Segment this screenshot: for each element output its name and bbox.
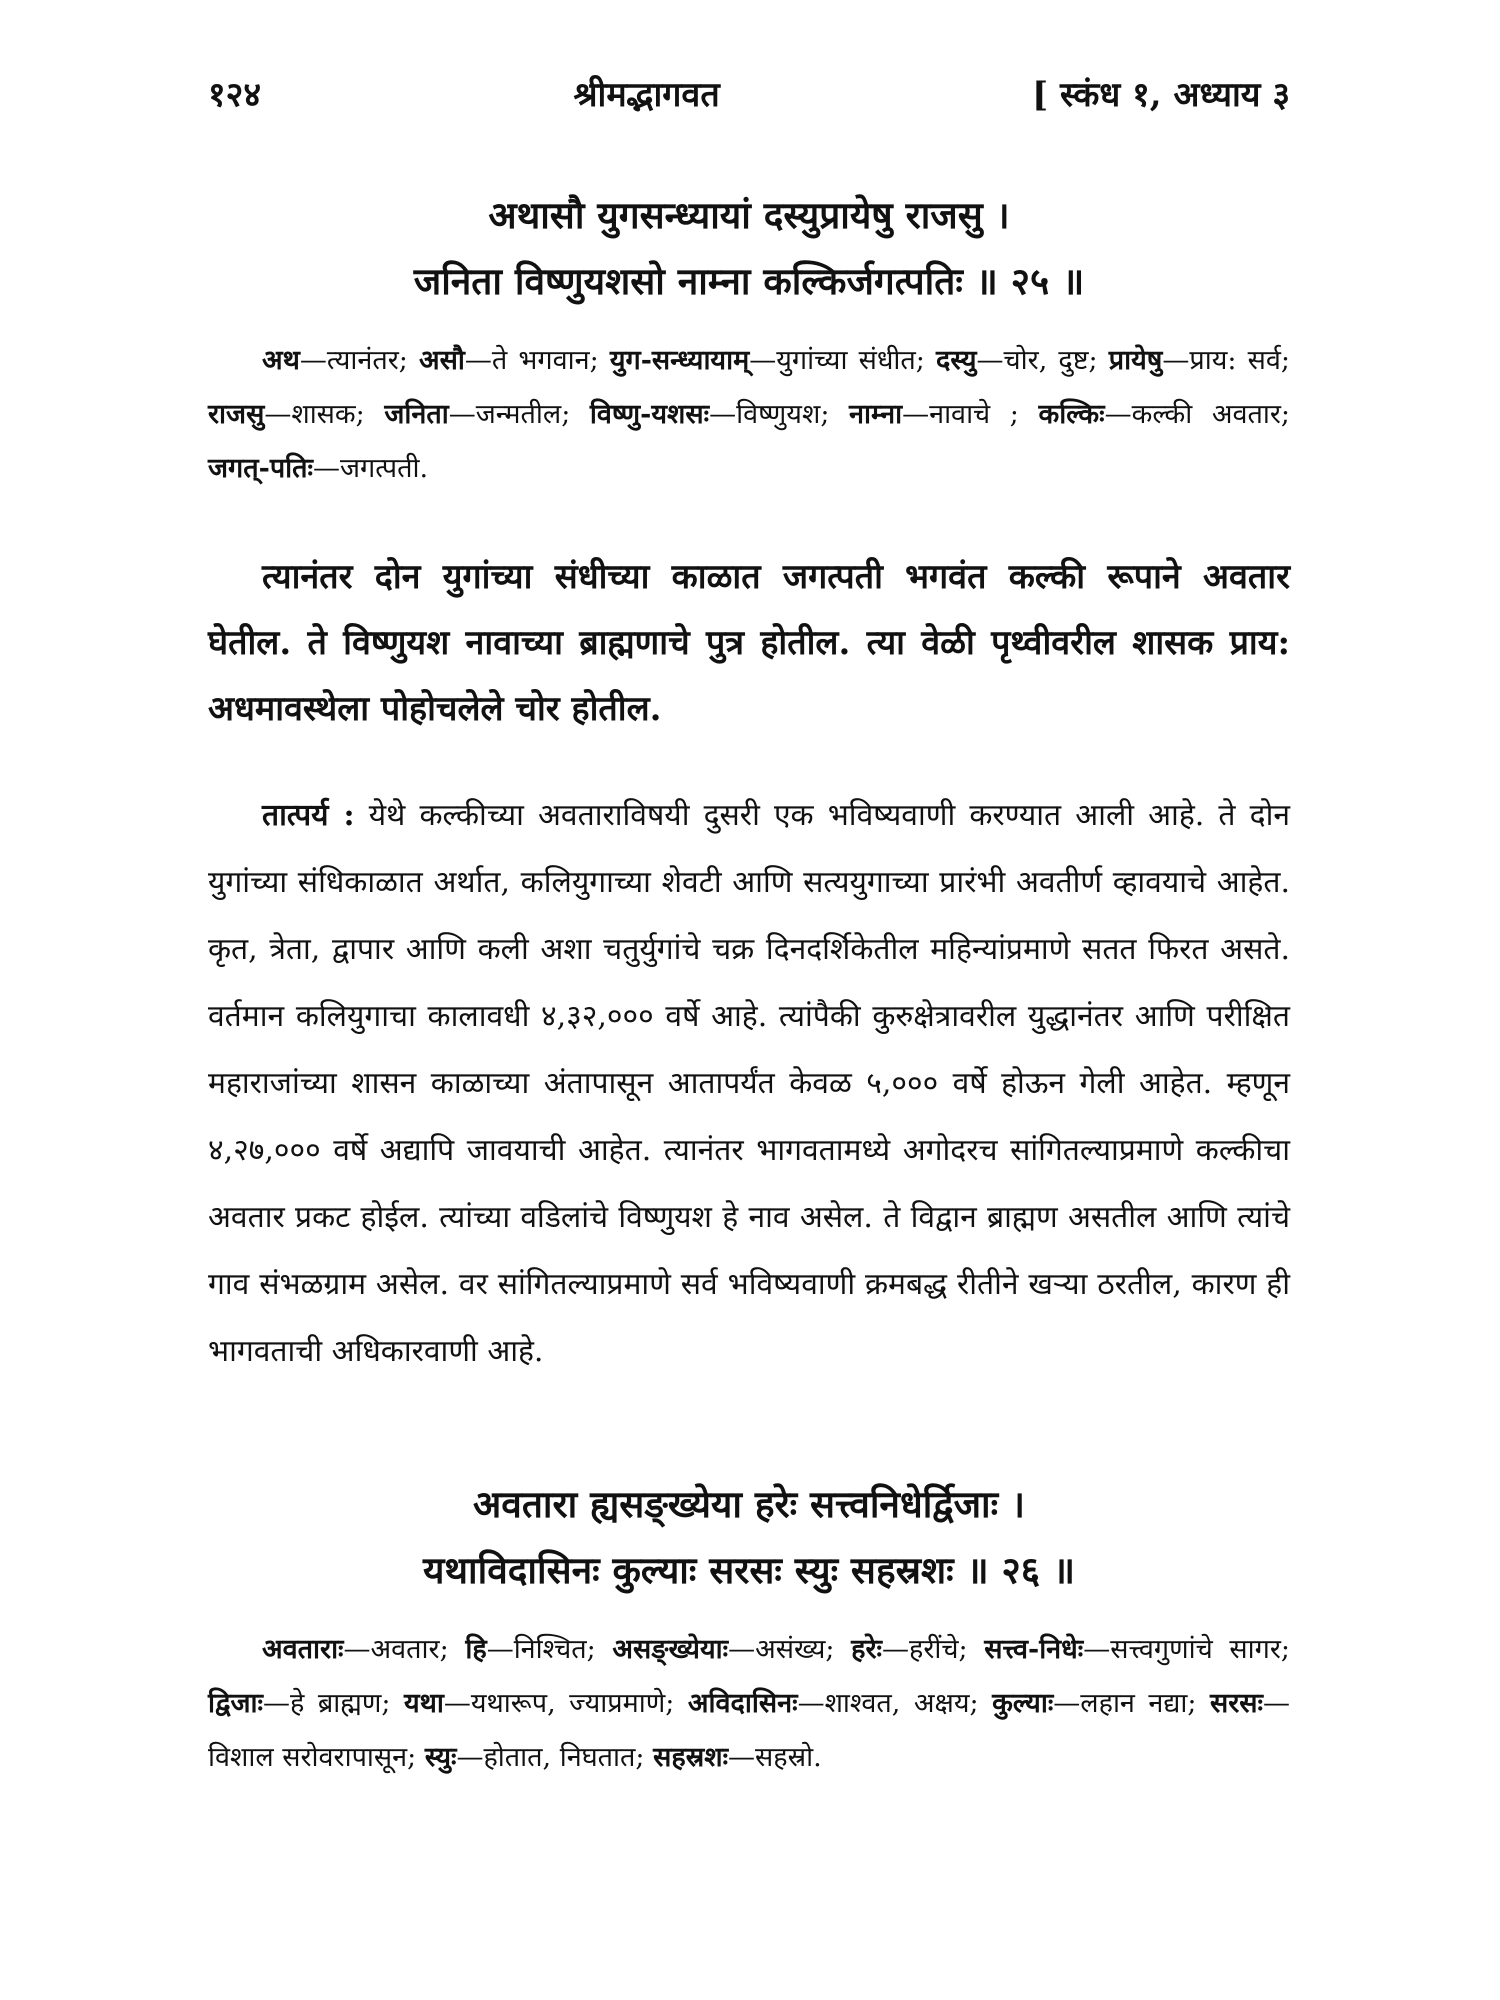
synonym-word: नाम्ना <box>849 399 903 430</box>
verse-line: यथाविदासिनः कुल्याः सरसः स्युः सहस्रशः ॥ २६ ॥ <box>422 1548 1076 1592</box>
synonym-word: अविदासिनः <box>687 1688 798 1719</box>
synonym-meaning: —युगांच्या संधीत; <box>749 345 937 376</box>
book-title: श्रीमद्भागवत <box>573 75 720 115</box>
synonym-meaning: —प्राय: सर्व; <box>1162 345 1290 376</box>
synonym-meaning: —होतात, निघतात; <box>456 1742 654 1773</box>
synonym-word: स्युः <box>424 1742 457 1773</box>
synonym-word: सरसः <box>1209 1688 1263 1719</box>
synonym-meaning: —ते भगवान; <box>464 345 610 376</box>
synonym-word: विष्णु-यशसः <box>589 399 710 430</box>
synonym-word: राजसु <box>208 399 265 430</box>
synonym-word: द्विजाः <box>208 1688 263 1719</box>
purport <box>208 782 1290 1385</box>
purport-text: येथे कल्कीच्या अवताराविषयी दुसरी एक भविष्यवाणी करण्यात आली आहे. ते दोन युगांच्या संधिकाळात अर्थात, कलियुगाच्या शेवटी आणि सत्ययुगाच्या प्रारंभी अवतीर्ण व्हावयाचे आहेत. कृत, त्रेता, द्वापार आणि कली अशा चतुर्युगांचे चक्र दिनदर्शिकेतील महिन्यांप्रमाणे सतत फिरत असते. वर्तमान कलियुगाचा कालावधी ४,३२,००० वर्षे आहे. त्यांपैकी कुरुक्षेत्रावरील युद्धानंतर आणि परीक्षित महाराजांच्या शासन काळाच्या अंतापासून आतापर्यंत केवळ ५,००० वर्षे होऊन गेली आहेत. म्हणून ४,२७,००० वर्षे अद्यापि जावयाची आहेत. त्यानंतर भागवतामध्ये अगोदरच सांगितल्याप्रमाणे कल्कीचा अवतार प्रकट होईल. त्यांच्या वडिलांचे विष्णुयश हे नाव असेल. ते विद्वान ब्राह्मण असतील आणि त्यांचे गाव संभळग्राम असेल. वर सांगितल्याप्रमाणे सर्व भविष्यवाणी क्रमबद्ध रीतीने खऱ्या ठरतील, कारण ही भागवताची अधिकारवाणी आहे. <box>208 798 1290 1369</box>
verse-line: जनिता विष्णुयशसो नाम्ना कल्किर्जगत्पतिः ॥ २५ ॥ <box>413 259 1085 303</box>
section-label: [ स्कंध १, अध्याय ३ <box>1032 75 1290 115</box>
synonym-word: प्रायेषु <box>1108 345 1163 376</box>
synonym-word: कल्किः <box>1038 399 1105 430</box>
synonym-word: सत्त्व-निधेः <box>984 1634 1084 1665</box>
page-header <box>208 70 1290 126</box>
synonyms-25 <box>208 334 1290 496</box>
synonym-meaning: —हरींचे; <box>882 1634 985 1665</box>
synonym-meaning: —सत्त्वगुणांचे सागर; <box>1083 1634 1291 1665</box>
synonym-meaning: —कल्की अवतार; <box>1104 399 1291 430</box>
synonym-word: हि <box>465 1634 487 1665</box>
synonym-meaning: —चोर, दुष्ट; <box>976 345 1109 376</box>
synonym-meaning: —जगत्पती. <box>313 453 429 484</box>
synonym-meaning: —लहान नद्या; <box>1053 1688 1210 1719</box>
synonym-meaning: —त्यानंतर; <box>299 345 420 376</box>
synonyms-26 <box>208 1623 1290 1785</box>
synonym-meaning: —शाश्वत, अक्षय; <box>797 1688 993 1719</box>
verse-line: अथासौ युगसन्ध्यायां दस्युप्रायेषु राजसु । <box>488 193 1010 237</box>
synonym-meaning: —असंख्य; <box>728 1634 852 1665</box>
synonym-word: जनिता <box>384 399 449 430</box>
synonym-word: अवताराः <box>262 1634 344 1665</box>
synonym-meaning: —विशाल सरोवरापासून; <box>208 1688 1290 1773</box>
verse-26 <box>208 1471 1290 1603</box>
synonym-meaning: —सहस्रो. <box>728 1742 822 1773</box>
verse-line: अवतारा ह्यसङ्ख्येया हरेः सत्त्वनिधेर्द्विजाः । <box>473 1482 1025 1526</box>
synonym-meaning: —निश्चित; <box>486 1634 613 1665</box>
synonym-word: सहस्रशः <box>653 1742 729 1773</box>
synonym-word: हरेः <box>851 1634 883 1665</box>
synonym-meaning: —विष्णुयश; <box>709 399 850 430</box>
synonym-word: जगत्-पतिः <box>208 453 314 484</box>
synonym-meaning: —नावाचे ; <box>902 399 1039 430</box>
synonym-word: असौ <box>419 345 465 376</box>
synonym-word: कुल्याः <box>992 1688 1054 1719</box>
synonym-meaning: —यथारूप, ज्याप्रमाणे; <box>443 1688 688 1719</box>
verse-25 <box>208 182 1290 314</box>
translation-25: त्यानंतर दोन युगांच्या संधीच्या काळात जगत्पती भगवंत कल्की रूपाने अवतार घेतील. ते विष्णुयश नावाच्या ब्राह्मणाचे पुत्र होतील. त्या वेळी पृथ्वीवरील शासक प्राय: अधमावस्थेला पोहोचलेले चोर होतील. <box>208 557 1290 729</box>
page-number: १२४ <box>208 75 262 115</box>
synonym-meaning: —जन्मतील; <box>448 399 590 430</box>
synonym-meaning: —शासक; <box>264 399 385 430</box>
synonym-word: अथ <box>262 345 300 376</box>
synonym-meaning: —अवतार; <box>343 1634 466 1665</box>
synonym-word: युग-सन्ध्यायाम् <box>609 345 750 376</box>
book-page <box>208 70 1290 1785</box>
synonym-word: दस्यु <box>936 345 977 376</box>
synonym-word: यथा <box>403 1688 444 1719</box>
synonym-meaning: —हे ब्राह्मण; <box>263 1688 404 1719</box>
synonym-word: असङ्ख्येयाः <box>612 1634 729 1665</box>
purport-label: तात्पर्य : <box>262 798 355 833</box>
